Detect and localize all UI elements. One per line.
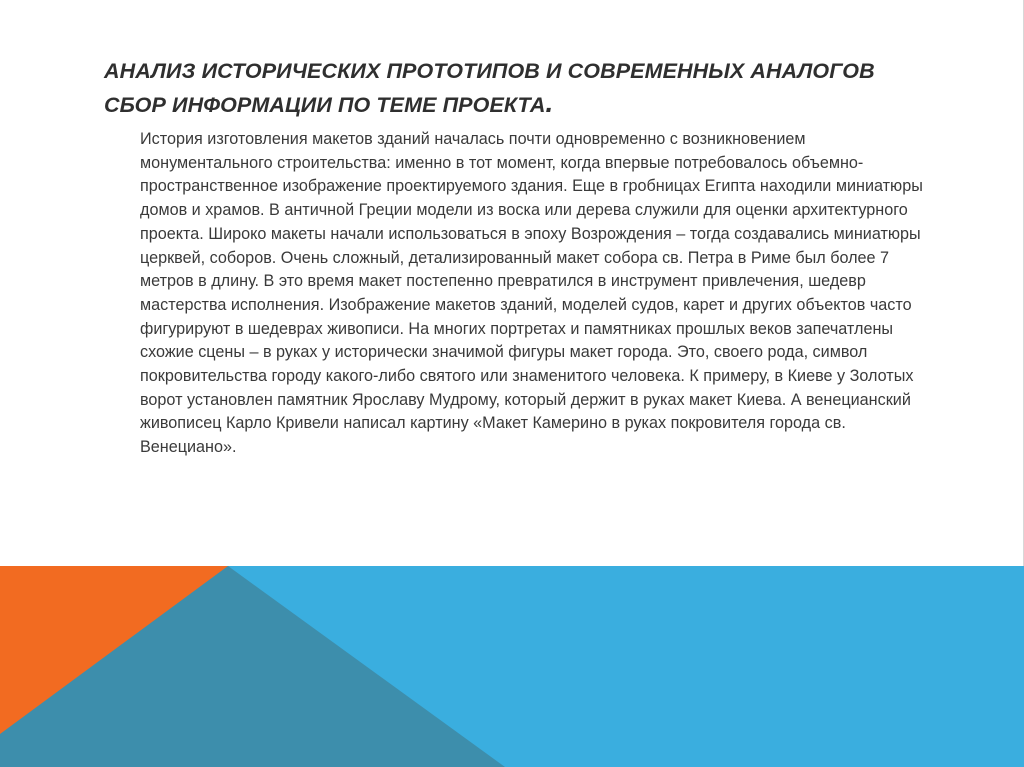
body-paragraph: История изготовления макетов зданий началась почти одновременно с возникновением монументального строительства: именно в тот момент, когда впервые потребовалось объемно-пространственное изображение проектируемого здания. Еще в гробницах Египта находили миниатюры домов и храмов. В античной Греции модели из воска или дерева служили для оценки архитектурного проекта. Широко макеты начали использоваться в эпоху Возрождения – тогда создавались миниатюры церквей, соборов. Очень сложный, детализированный макет собора св. Петра в Риме был более 7 метров в длину. В это время макет постепенно превратился в инструмент привлечения, шедевр мастерства исполнения. Изображение макетов зданий, моделей судов, карет и других объектов часто фигурируют в шедеврах живописи. На многих портретах и памятниках прошлых веков запечатлены схожие сцены – в руках у исторически значимой фигуры макет города. Это, своего рода, символ покровительства городу какого-либо святого или знаменитого человека. К примеру, в Киеве у Золотых ворот установлен памятник Ярославу Мудрому, который держит в руках макет Киева. А венецианский живописец Карло Кривели написал картину «Макет Камерино в руках покровителя города св. Венециано». — [140, 130, 923, 457]
title-line-1: АНАЛИЗ ИСТОРИЧЕСКИХ ПРОТОТИПОВ И СОВРЕМЕННЫХ АНАЛОГОВ — [104, 59, 875, 84]
title-period: . — [545, 87, 554, 119]
title-line-2 — [104, 88, 964, 122]
decorative-bottom-band — [0, 566, 1024, 767]
slide-title — [104, 54, 964, 122]
title-line-2-text: СБОР ИНФОРМАЦИИ ПО ТЕМЕ ПРОЕКТА — [104, 93, 546, 118]
